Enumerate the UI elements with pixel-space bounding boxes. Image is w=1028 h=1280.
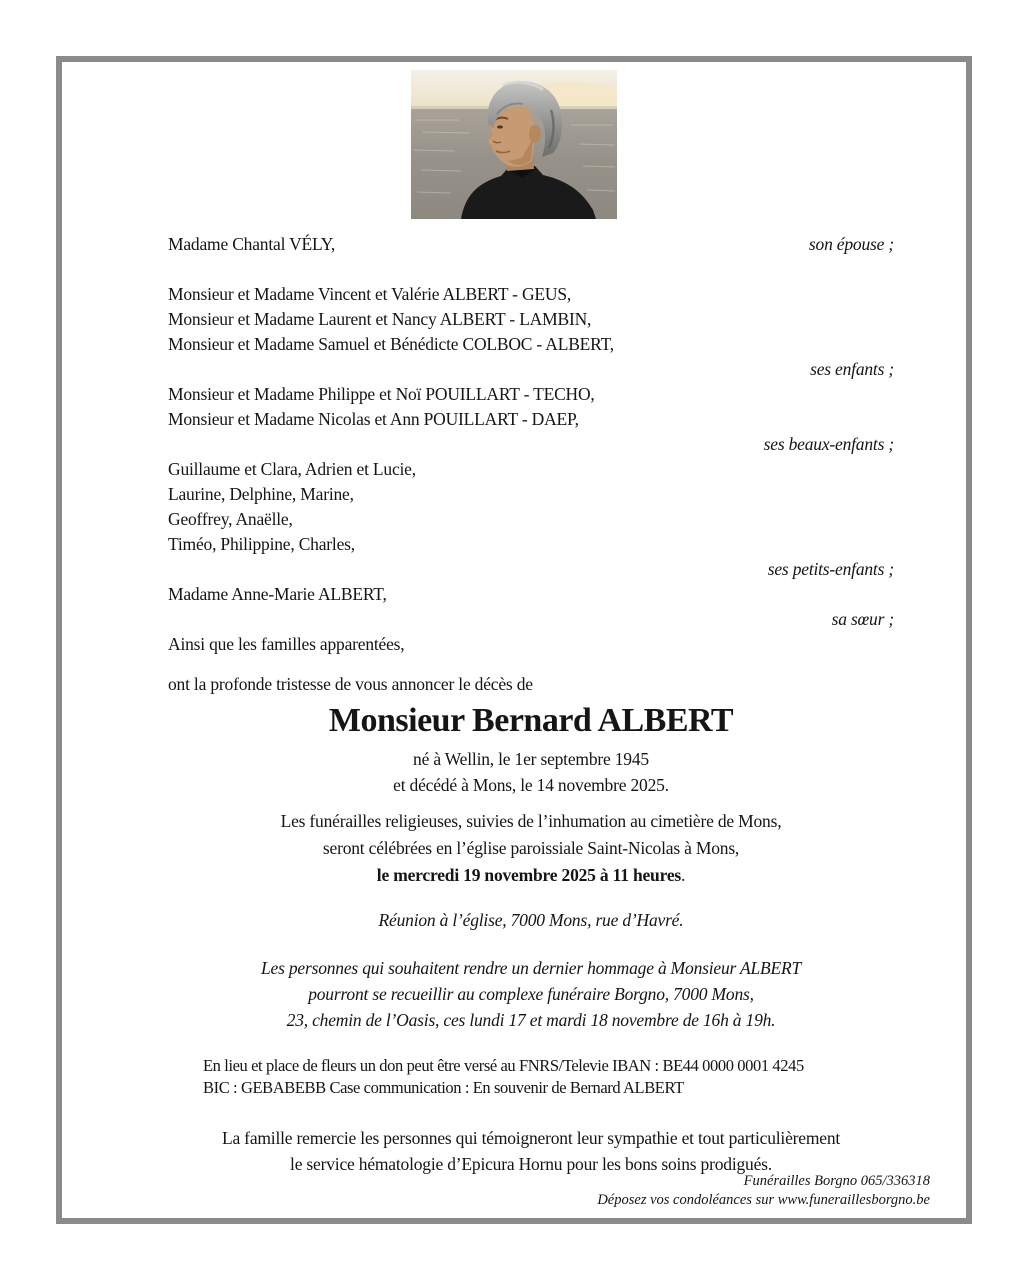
funeral-home-contact: Funérailles Borgno 065/336318 [743, 1173, 930, 1189]
grandchild-names: Timéo, Philippine, Charles, [168, 534, 355, 554]
vitals-block [168, 746, 894, 798]
stepchild-name: Monsieur et Madame Nicolas et Ann POUILLART - DAEP, [168, 409, 579, 429]
portrait-photo-illustration [411, 70, 617, 219]
child-name: Monsieur et Madame Laurent et Nancy ALBERT - LAMBIN, [168, 309, 592, 329]
ceremony-line: seront célébrées en l’église paroissiale Saint-Nicolas à Mons, [322, 838, 740, 858]
deceased-name: Monsieur Bernard ALBERT [328, 702, 734, 739]
condolences-website-line: Déposez vos condoléances sur www.funeraillesborgno.be [597, 1192, 930, 1208]
spacer [168, 257, 894, 282]
meeting-line: Réunion à l’église, 7000 Mons, rue d’Havré. [378, 910, 684, 930]
grandchild-names: Guillaume et Clara, Adrien et Lucie, [168, 459, 416, 479]
grandchild-names: Geoffrey, Anaëlle, [168, 509, 293, 529]
thanks-block [168, 1125, 894, 1177]
grandchildren-relation-label: ses petits-enfants ; [767, 559, 894, 579]
ceremony-date-line [168, 862, 894, 889]
birth-line: né à Wellin, le 1er septembre 1945 [413, 749, 649, 769]
death-line: et décédé à Mons, le 14 novembre 2025. [393, 775, 669, 795]
ceremony-date-period: . [681, 865, 686, 885]
child-name: Monsieur et Madame Vincent et Valérie ALBERT - GEUS, [168, 284, 572, 304]
announcement-body [62, 219, 966, 1177]
donation-block [168, 1055, 894, 1099]
ceremony-date: le mercredi 19 novembre 2025 à 11 heures [376, 865, 682, 885]
sister-name: Madame Anne-Marie ALBERT, [168, 584, 387, 604]
viewing-line: pourront se recueillir au complexe funéraire Borgno, 7000 Mons, [308, 984, 754, 1004]
sister-relation-label: sa sœur ; [831, 609, 894, 629]
meeting-block [168, 907, 894, 933]
portrait-photo [411, 70, 617, 219]
ceremony-line: Les funérailles religieuses, suivies de l’inhumation au cimetière de Mons, [280, 811, 782, 831]
donation-bic-line: BIC : GEBABEBB Case communication : En souvenir de Bernard ALBERT [203, 1078, 684, 1097]
spouse-name: Madame Chantal VÉLY, [168, 234, 336, 254]
viewing-line: Les personnes qui souhaitent rendre un dernier hommage à Monsieur ALBERT [260, 958, 802, 978]
spouse-row [168, 232, 894, 257]
related-families-line: Ainsi que les familles apparentées, [168, 634, 405, 654]
child-name: Monsieur et Madame Samuel et Bénédicte COLBOC - ALBERT, [168, 334, 614, 354]
grandchild-names: Laurine, Delphine, Marine, [168, 484, 354, 504]
thanks-line: le service hématologie d’Epicura Hornu pour les bons soins prodigués. [290, 1154, 772, 1174]
donation-iban-line: En lieu et place de fleurs un don peut être versé au FNRS/Televie IBAN : BE44 0000 0001 4245 [203, 1056, 804, 1075]
announcement-card [56, 56, 972, 1224]
stepchildren-relation-label: ses beaux-enfants ; [763, 434, 894, 454]
spouse-relation-label: son épouse ; [808, 234, 894, 254]
funeral-home-footer [597, 1172, 930, 1210]
announcement-line: ont la profonde tristesse de vous annoncer le décès de [168, 674, 533, 694]
children-relation-label: ses enfants ; [810, 359, 894, 379]
thanks-line: La famille remercie les personnes qui témoigneront leur sympathie et tout particulièrement [221, 1128, 841, 1148]
viewing-block [168, 955, 894, 1033]
ceremony-block [168, 808, 894, 889]
viewing-line: 23, chemin de l’Oasis, ces lundi 17 et mardi 18 novembre de 16h à 19h. [286, 1010, 776, 1030]
stepchild-name: Monsieur et Madame Philippe et Noï POUILLART - TECHO, [168, 384, 595, 404]
